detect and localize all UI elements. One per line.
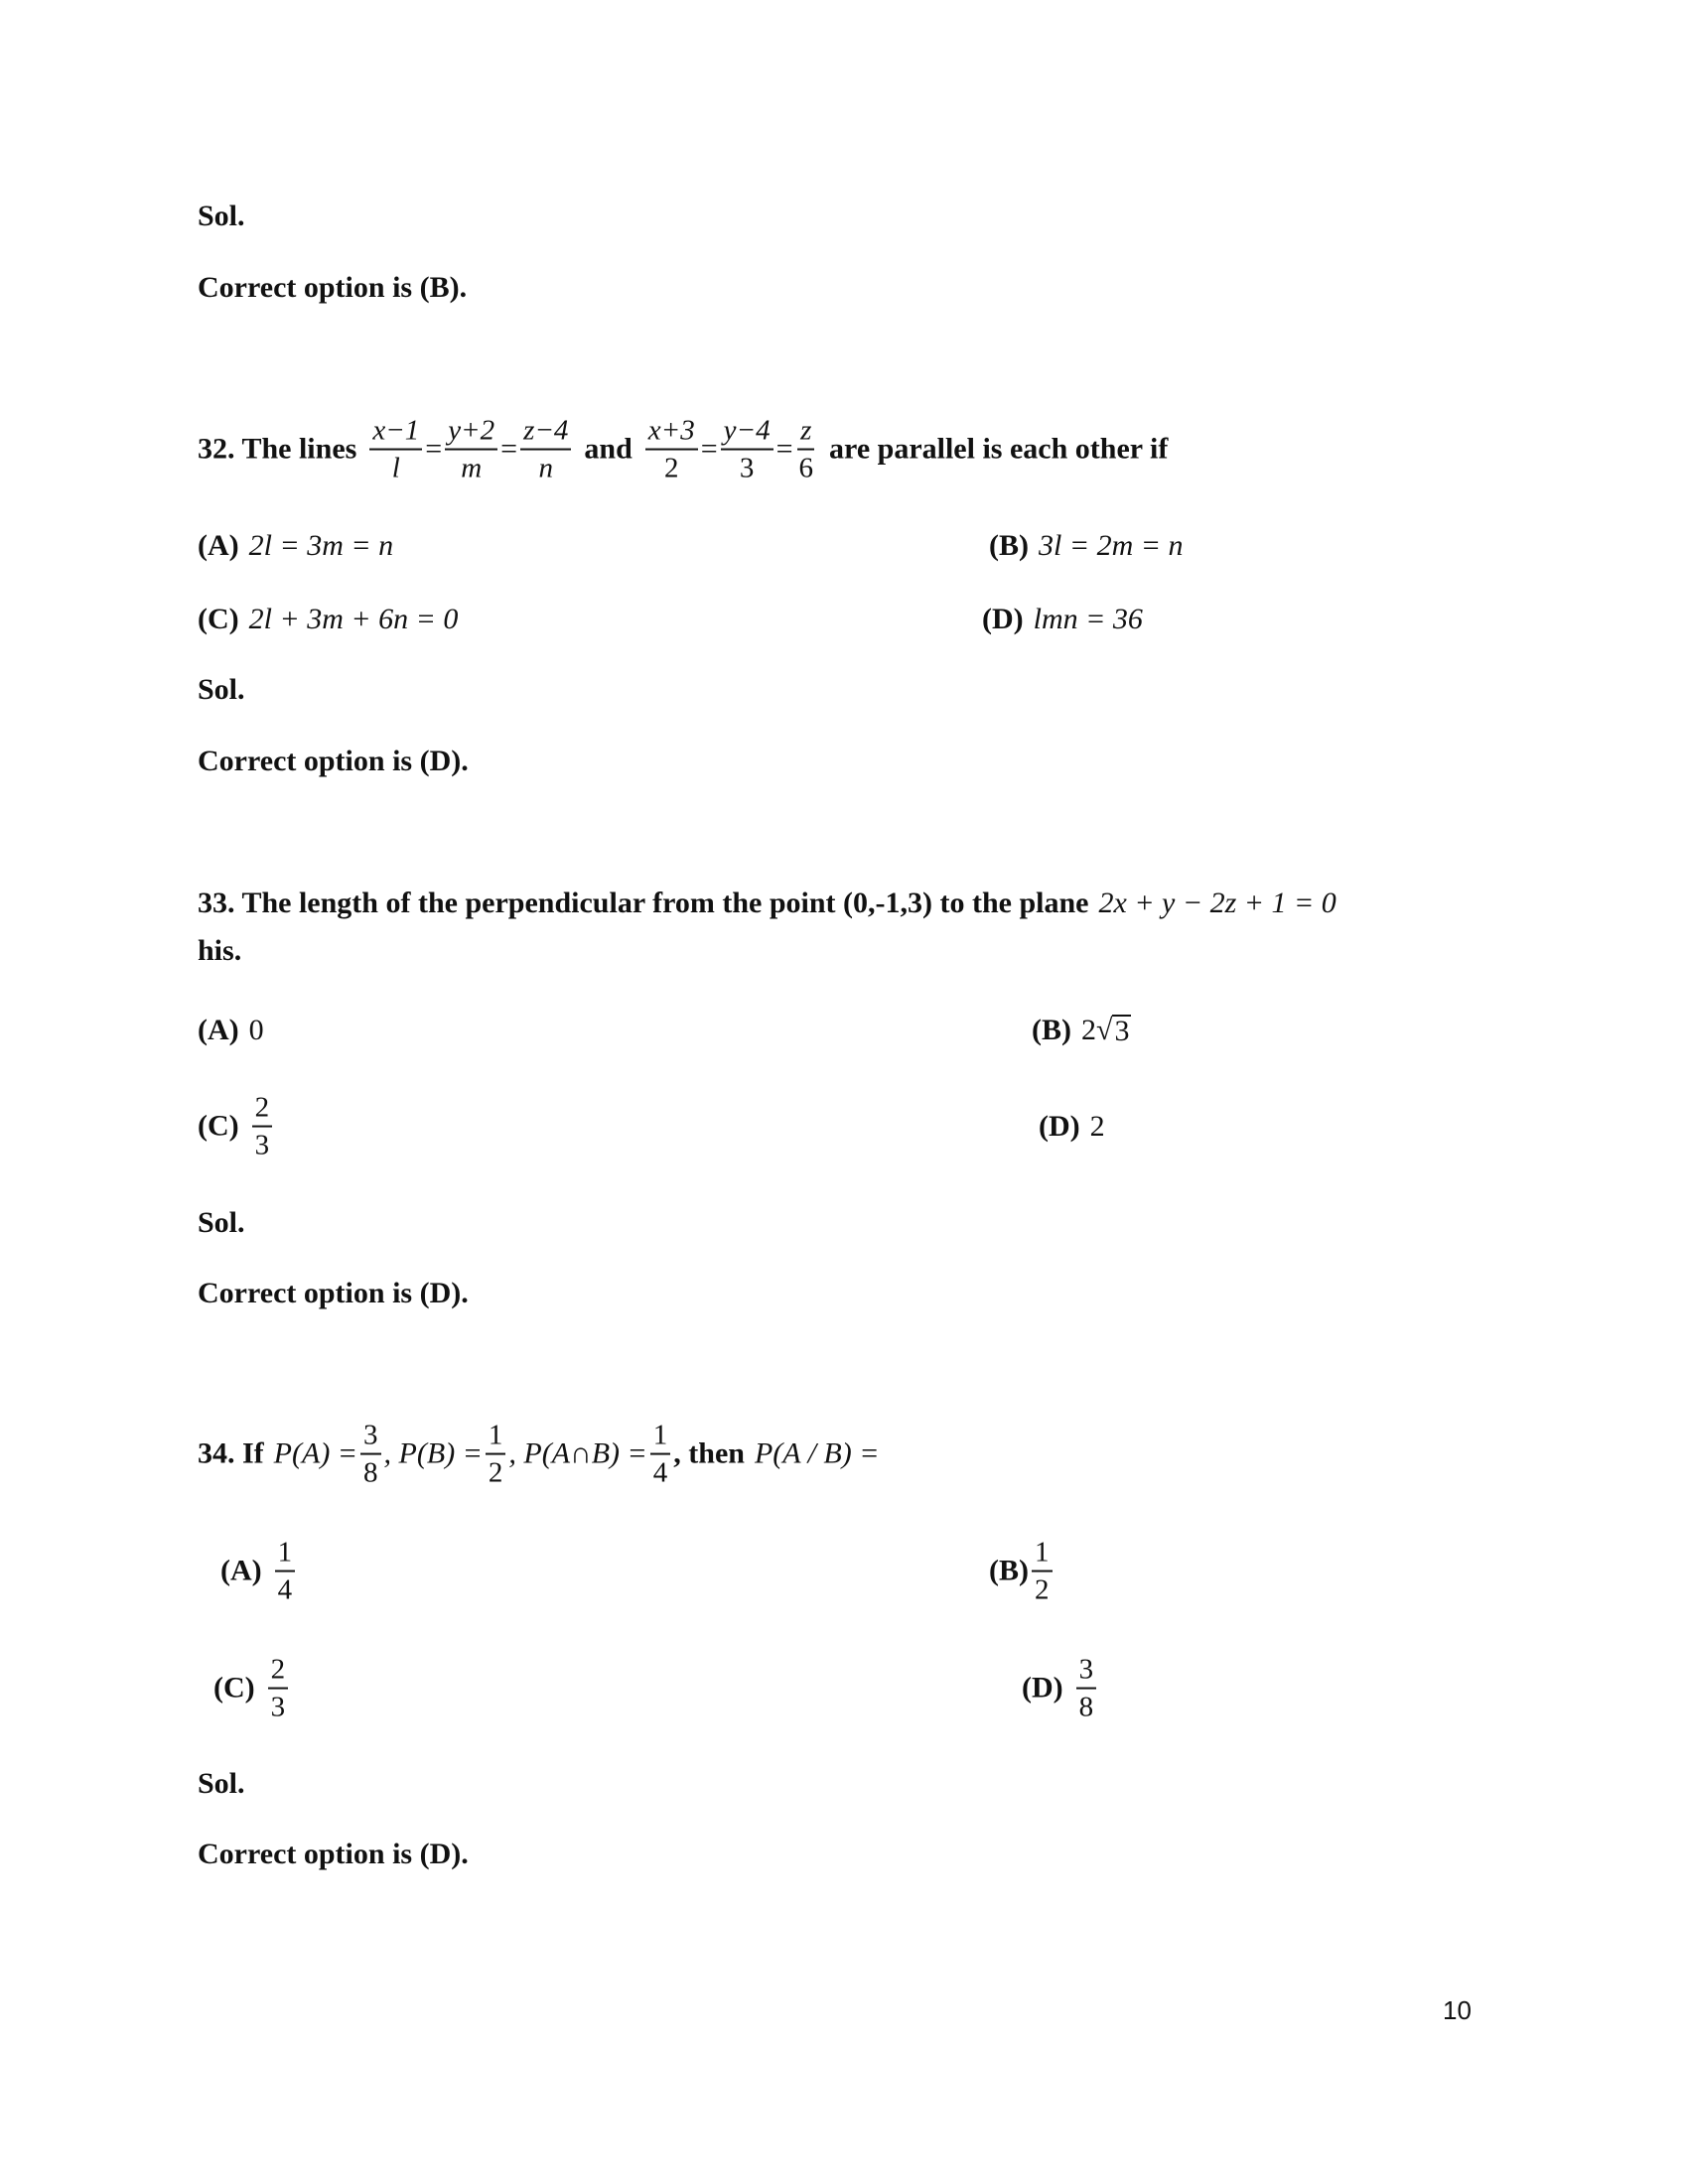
numerator: y+2 [445,416,497,451]
q32-option-d[interactable] [982,605,1143,634]
option-label: (A) [198,529,239,562]
q32-option-a[interactable] [198,531,393,561]
denominator: 3 [254,1130,270,1161]
q32-and: and [584,433,633,466]
option-fraction [1076,1655,1097,1723]
q34-option-b[interactable] [989,1538,1055,1606]
numerator: 1 [275,1538,296,1572]
prev-correct-option: Correct option is (B). [198,271,468,304]
numerator: 3 [1076,1655,1097,1690]
option-label: (C) [198,603,239,635]
denominator: 3 [739,453,755,484]
option-label: (A) [198,1014,239,1046]
option-coefficient: 2 [1081,1014,1096,1046]
option-fraction [1032,1538,1053,1606]
q34-prefix: 34. If [198,1437,264,1470]
q34-ask: P(A / B) = [754,1437,880,1470]
option-label: (D) [982,603,1024,635]
denominator: 4 [652,1457,668,1489]
numerator: 2 [268,1655,289,1690]
q32-fraction-1 [369,416,422,484]
q34-pab-fraction [650,1421,671,1489]
page-number: 10 [1443,1995,1472,2025]
q34-correct-option: Correct option is (D). [198,1838,469,1870]
option-value: 3l = 2m = n [1039,529,1184,562]
q33-correct-option: Correct option is (D). [198,1277,469,1309]
q34-pb-fraction [486,1421,506,1489]
q33-option-c[interactable] [198,1093,275,1161]
q34-pab: , P(A∩B) = [508,1437,647,1470]
option-label: (D) [1022,1672,1063,1705]
q32-suffix: are parallel is each other if [829,433,1169,466]
q33-text-line2: his. [198,934,242,967]
equals: = [700,433,718,466]
option-value: lmn = 36 [1033,603,1143,635]
q34-option-a[interactable] [220,1538,298,1606]
denominator: 8 [363,1457,378,1489]
q34-sol-label: Sol. [198,1767,245,1800]
q34-option-d[interactable] [1022,1655,1099,1723]
equals: = [425,433,443,466]
denominator: 6 [798,453,814,484]
option-label: (C) [198,1110,239,1143]
q33-plane-equation: 2x + y − 2z + 1 = 0 [1098,887,1336,919]
question-34 [198,1421,879,1489]
denominator: n [538,453,553,484]
q32-fraction-2 [445,416,497,484]
q32-prefix: 32. The lines [198,433,357,466]
q32-option-b[interactable] [989,531,1184,561]
q33-sol-label: Sol. [198,1206,245,1239]
denominator: 2 [1035,1574,1050,1606]
denominator: 2 [488,1457,503,1489]
numerator: x+3 [645,416,698,451]
q32-option-c[interactable] [198,605,458,634]
numerator: x−1 [369,416,422,451]
q33-text: 33. The length of the perpendicular from the point (0,-1,3) to the plane [198,887,1089,919]
radicand: 3 [1114,1015,1130,1047]
question-32 [198,416,1168,484]
numerator: 2 [252,1093,273,1128]
q32-correct-option: Correct option is (D). [198,745,469,777]
q34-pa: P(A) = [273,1437,358,1470]
option-label: (C) [213,1672,255,1705]
q32-fraction-6 [796,416,817,484]
numerator: z [797,416,814,451]
option-value: 2l = 3m = n [248,529,394,562]
q32-fraction-4 [645,416,698,484]
q32-sol-label: Sol. [198,673,245,706]
option-fraction [268,1655,289,1723]
numerator: z−4 [520,416,571,451]
question-33 [198,888,1336,918]
numerator: y−4 [721,416,774,451]
denominator: 4 [277,1574,293,1606]
option-label: (B) [1032,1014,1071,1046]
denominator: l [391,453,400,484]
option-label: (B) [989,529,1029,562]
option-fraction [275,1538,296,1606]
option-value: 0 [248,1014,264,1046]
q33-option-b[interactable] [1032,1015,1131,1046]
q34-option-c[interactable] [213,1655,291,1723]
equals: = [775,433,793,466]
option-label: (A) [220,1555,262,1587]
numerator: 1 [1032,1538,1053,1572]
numerator: 3 [360,1421,381,1455]
prev-sol-label: Sol. [198,200,245,232]
denominator: 3 [270,1692,286,1723]
q33-option-a[interactable] [198,1016,264,1045]
option-label: (B) [989,1555,1029,1587]
q32-fraction-5 [721,416,774,484]
numerator: 1 [650,1421,671,1455]
q32-fraction-3 [520,416,571,484]
q34-pa-fraction [360,1421,381,1489]
denominator: m [461,453,483,484]
option-value: 2l + 3m + 6n = 0 [248,603,459,635]
q33-option-d[interactable] [1039,1112,1105,1142]
option-value: 2 [1089,1110,1105,1143]
option-label: (D) [1039,1110,1080,1143]
denominator: 8 [1078,1692,1094,1723]
option-fraction [252,1093,273,1161]
equals: = [500,433,518,466]
sqrt-icon: √ [1096,1014,1113,1046]
denominator: 2 [664,453,679,484]
q34-then: , then [673,1437,745,1470]
numerator: 1 [486,1421,506,1455]
q34-pb: , P(B) = [383,1437,483,1470]
